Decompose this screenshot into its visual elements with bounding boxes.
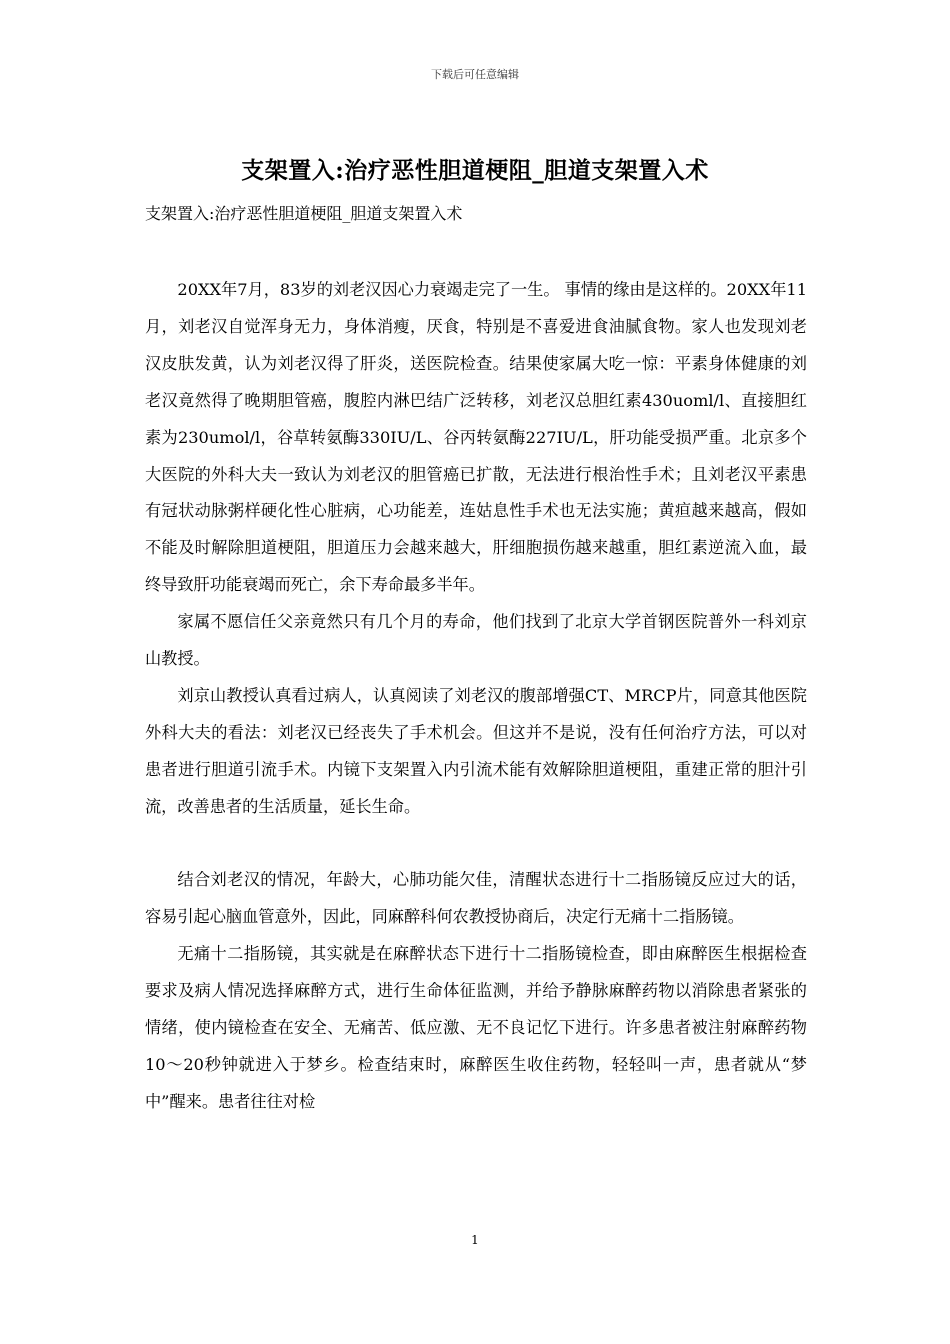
paragraph: 结合刘老汉的情况，年龄大，心肺功能欠佳，清醒状态进行十二指肠镜反应过大的话，容易引起心脑血管意外，因此，同麻醉科何农教授协商后，决定行无痛十二指肠镜。 (145, 870, 807, 927)
document-subtitle: 支架置入:治疗恶性胆道梗阻_胆道支架置入术 (145, 204, 463, 223)
page-number: 1 (471, 1233, 479, 1247)
paragraph: 20XX年7月，83岁的刘老汉因心力衰竭走完了一生。 事情的缘由是这样的。20XX年11月，刘老汉自觉浑身无力，身体消瘦，厌食，特别是不喜爱进食油腻食物。家人也发现刘老汉皮肤发黄，认为刘老汉得了肝炎，送医院检查。结果使家属大吃一惊：平素身体健康的刘老汉竟然得了晚期胆管癌，腹腔内淋巴结广泛转移，刘老汉总胆红素430uoml/l、直接胆红素为230umol/l，谷草转氨酶330IU/L、谷丙转氨酶227IU/L，肝功能受损严重。北京多个大医院的外科大夫一致认为刘老汉的胆管癌已扩散，无法进行根治性手术；且刘老汉平素患有冠状动脉粥样硬化性心脏病，心功能差，连姑息性手术也无法实施；黄疸越来越高，假如不能及时解除胆道梗阻，胆道压力会越来越大，肝细胞损伤越来越重，胆红素逆流入血，最终导致肝功能衰竭而死亡，余下寿命最多半年。 (145, 280, 807, 595)
header-note: 下载后可任意编辑 (431, 68, 519, 81)
paragraph: 无痛十二指肠镜，其实就是在麻醉状态下进行十二指肠镜检查，即由麻醉医生根据检查要求及病人情况选择麻醉方式，进行生命体征监测，并给予静脉麻醉药物以消除患者紧张的情绪，使内镜检查在安全、无痛苦、低应激、无不良记忆下进行。许多患者被注射麻醉药物10～20秒钟就进入于梦乡。检查结束时，麻醉医生收住药物，轻轻叫一声，患者就从“梦中”醒来。患者往往对检 (145, 944, 807, 1111)
paragraph: 家属不愿信任父亲竟然只有几个月的寿命，他们找到了北京大学首钢医院普外一科刘京山教授。 (145, 612, 807, 669)
paragraph: 刘京山教授认真看过病人，认真阅读了刘老汉的腹部增强CT、MRCP片，同意其他医院外科大夫的看法：刘老汉已经丧失了手术机会。但这并不是说，没有任何治疗方法，可以对患者进行胆道引流手术。内镜下支架置入内引流术能有效解除胆道梗阻，重建正常的胆汁引流，改善患者的生活质量，延长生命。 (145, 685, 807, 816)
document-body (145, 272, 807, 1121)
document-title: 支架置入:治疗恶性胆道梗阻_胆道支架置入术 (241, 157, 709, 184)
